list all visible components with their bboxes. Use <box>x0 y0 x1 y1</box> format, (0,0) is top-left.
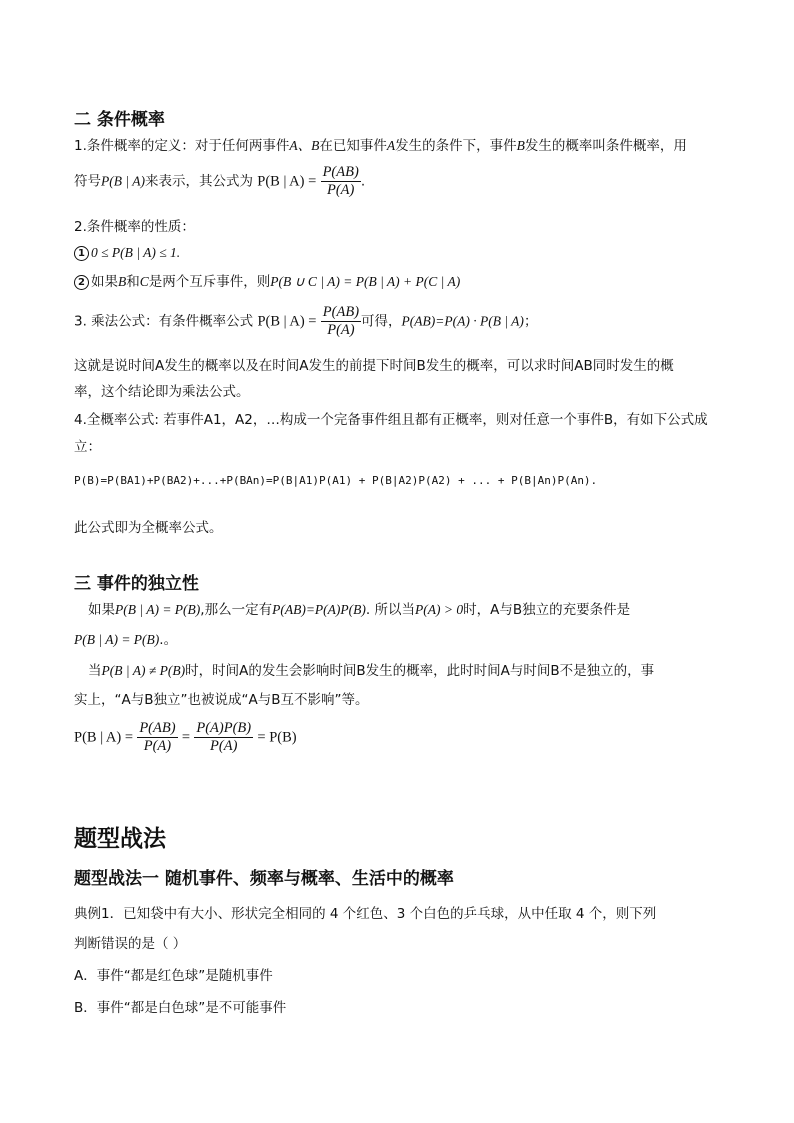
multiplication-explain-1: 这就是说时间A发生的概率以及在时间A发生的前提下时间B发生的概率，可以求时间AB同时发生的概 <box>74 358 674 374</box>
fraction <box>194 720 253 755</box>
text: 是两个互斥事件，则 <box>148 274 271 290</box>
text: 符号 <box>74 173 101 190</box>
text: 3. 乘法公式：有条件概率公式 <box>74 313 254 330</box>
text: ； <box>523 313 538 330</box>
numerator: P(AB) <box>322 304 360 320</box>
text: 当 <box>88 663 102 679</box>
properties-heading: 2.条件概率的性质： <box>74 219 195 235</box>
math-expr: 0 ≤ P(B | A) ≤ 1. <box>91 245 181 260</box>
text: 如果 <box>91 274 118 290</box>
math-expr: P(AB)=P(A) · P(B | A) <box>401 313 524 329</box>
math-expr: P(B ∪ C | A) = P(B | A) + P(C | A) <box>270 274 461 289</box>
text: 来表示，其公式为 <box>144 173 253 190</box>
total-probability-line-2: 立： <box>74 439 101 455</box>
multiplication-explain-2: 率，这个结论即为乘法公式。 <box>74 384 250 400</box>
math-var: B <box>118 274 127 289</box>
chapter-title: 题型战法 <box>74 826 166 852</box>
text: 1.条件概率的定义：对于任何两事件 <box>74 138 290 154</box>
math-var: A、B <box>289 138 320 153</box>
text: 发生的概率叫条件概率，用 <box>524 138 687 154</box>
example-line-2: 判断错误的是（ ） <box>74 936 187 952</box>
math-expr: = P(B) <box>257 729 297 746</box>
math-expr: P(B | A) = P(B) <box>74 632 160 647</box>
fraction <box>137 720 177 755</box>
text: 时，时间A的发生会影响时间B发生的概率，此时时间A与时间B不是独立的，事 <box>185 663 655 679</box>
section-title-conditional-probability: 二 条件概率 <box>74 110 165 130</box>
subsection-title: 题型战法一 随机事件、频率与概率、生活中的概率 <box>74 869 454 889</box>
math-var: B <box>516 138 525 153</box>
property-2 <box>74 272 460 292</box>
circled-number: 2 <box>74 275 89 290</box>
math-expr: = <box>181 729 191 746</box>
section-title-independence: 三 事件的独立性 <box>74 574 199 594</box>
text: . <box>360 173 366 190</box>
independence-line-1 <box>88 600 630 620</box>
text: 在已知事件 <box>319 138 387 154</box>
numerator: P(AB) <box>322 164 359 180</box>
text: 发生的条件下，事件 <box>395 138 517 154</box>
math-var: C <box>139 274 149 289</box>
math-expr: P(B | A) = P(B) <box>115 602 201 617</box>
math-expr: P(AB)=P(A)P(B) <box>272 602 366 617</box>
denominator: P(A) <box>210 738 238 754</box>
multiplication-formula-line <box>74 304 537 339</box>
math-expr: P(B | A) <box>101 173 145 189</box>
numerator: P(AB) <box>139 720 176 736</box>
text: 可得， <box>361 313 402 330</box>
numerator: P(A)P(B) <box>196 720 252 736</box>
text: ,那么一定有 <box>200 602 273 618</box>
math-expr: P(A) > 0 <box>415 602 464 617</box>
total-probability-line-1: 4.全概率公式: 若事件A1，A2，…构成一个完备事件组且都有正概率，则对任意一个事件B，有如下公式成 <box>74 412 708 428</box>
option-a: A．事件“都是红色球”是随机事件 <box>74 968 273 984</box>
text: . 所以当 <box>365 602 415 618</box>
independence-line-2 <box>74 630 177 650</box>
property-1 <box>74 243 180 263</box>
independence-line-3 <box>88 661 654 681</box>
denominator: P(A) <box>327 182 355 198</box>
total-probability-conclusion: 此公式即为全概率公式。 <box>74 520 223 536</box>
fraction <box>321 304 361 339</box>
option-b: B．事件“都是白色球”是不可能事件 <box>74 1000 287 1016</box>
math-var: A <box>386 138 396 153</box>
math-expr: P(B | A) = <box>257 313 317 330</box>
text: .。 <box>159 632 178 648</box>
circled-number: 1 <box>74 246 89 261</box>
text: 如果 <box>88 602 115 618</box>
math-expr: P(B | A) ≠ P(B) <box>101 663 186 678</box>
text: 时，A与B独立的充要条件是 <box>463 602 631 618</box>
total-probability-formula: P(B)=P(BA1)+P(BA2)+...+P(BAn)=P(B|A1)P(A1) + P(B|A2)P(A2) + ... + P(B|An)P(An). <box>74 474 598 487</box>
denominator: P(A) <box>327 322 355 338</box>
fraction <box>321 164 361 199</box>
independence-formula <box>74 720 297 755</box>
math-expr: P(B | A) = <box>74 729 134 746</box>
text: 和 <box>126 274 140 290</box>
example-line-1: 典例1．已知袋中有大小、形状完全相同的 4 个红色、3 个白色的乒乓球，从中任取 4 个，则下列 <box>74 906 657 922</box>
independence-line-4: 实上，“A与B独立”也被说成“A与B互不影响”等。 <box>74 692 369 708</box>
denominator: P(A) <box>143 738 172 754</box>
math-expr: P(B | A) = <box>257 173 317 190</box>
definition-line-2 <box>74 164 365 199</box>
definition-line-1 <box>74 136 687 156</box>
